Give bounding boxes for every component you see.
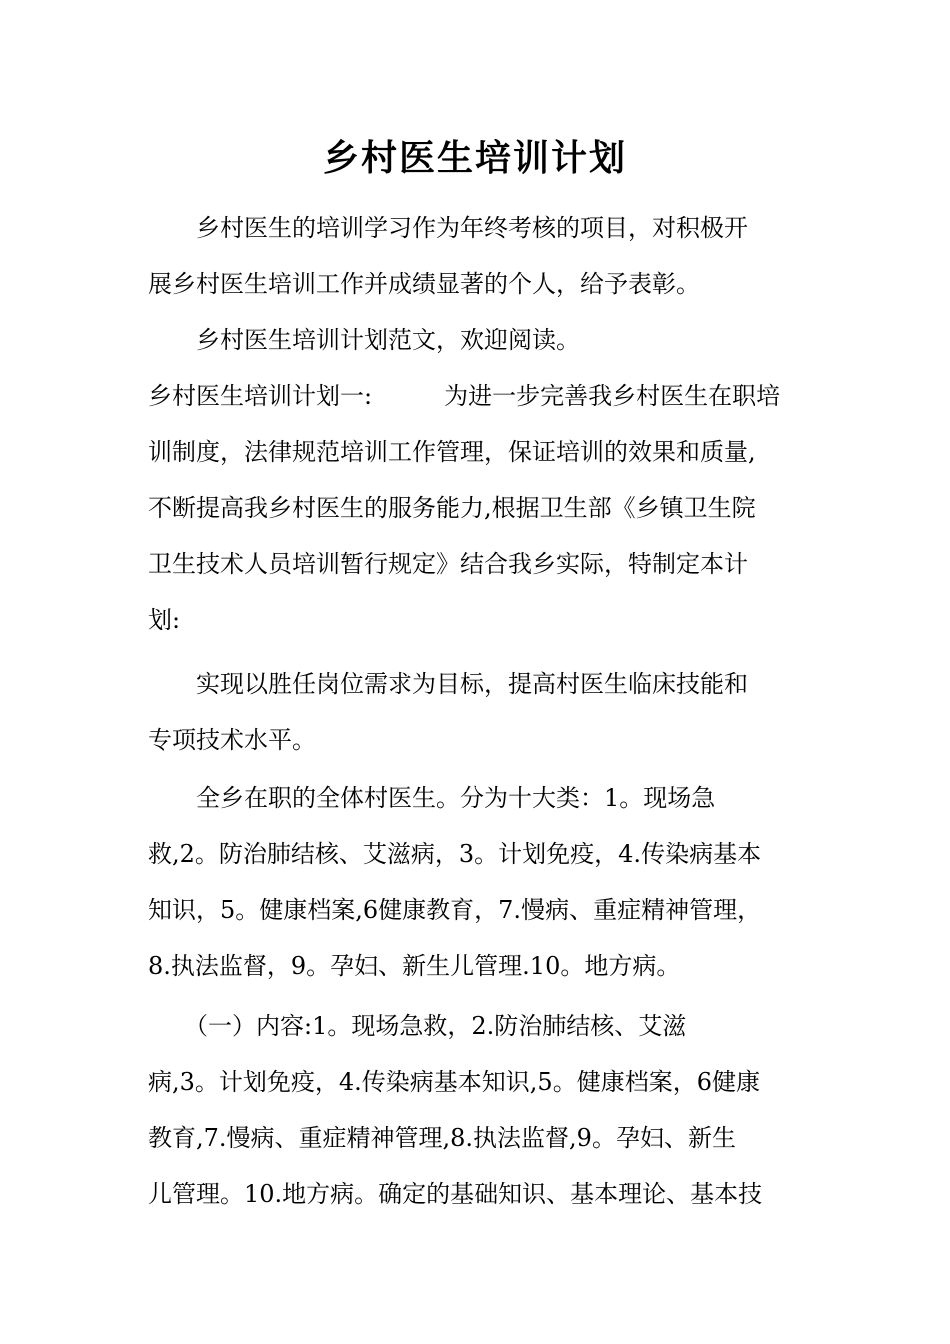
document-title: 乡村医生培训计划 <box>322 137 627 179</box>
paragraph-line: 乡村医生的培训学习作为年终考核的项目，对积极开 <box>148 214 748 242</box>
paragraph-line: 展乡村医生培训工作并成绩显著的个人，给予表彰。 <box>148 270 700 298</box>
paragraph-line: 全乡在职的全体村医生。分为十大类：1。现场急 <box>148 784 716 812</box>
paragraph-line: 专项技术水平。 <box>148 726 316 754</box>
paragraph-line: 卫生技术人员培训暂行规定》结合我乡实际，特制定本计 <box>148 550 748 578</box>
paragraph-line: 划: <box>148 606 181 634</box>
paragraph-line: 不断提高我乡村医生的服务能力,根据卫生部《乡镇卫生院 <box>148 494 756 522</box>
paragraph-line: 救,2。防治肺结核、艾滋病，3。计划免疫，4.传染病基本 <box>148 840 762 868</box>
paragraph-line: 病,3。计划免疫，4.传染病基本知识,5。健康档案，6健康 <box>148 1068 760 1096</box>
paragraph-line: 乡村医生培训计划范文，欢迎阅读。 <box>148 326 580 354</box>
paragraph-line: 8.执法监督，9。孕妇、新生儿管理.10。地方病。 <box>148 952 681 980</box>
paragraph-line: 儿管理。10.地方病。确定的基础知识、基本理论、基本技 <box>148 1180 763 1208</box>
paragraph-line: 知识，5。健康档案,6健康教育，7.慢病、重症精神管理， <box>148 896 762 924</box>
paragraph-line: 实现以胜任岗位需求为目标，提高村医生临床技能和 <box>148 670 748 698</box>
paragraph-line: 乡村医生培训计划一: 为进一步完善我乡村医生在职培 <box>148 382 781 410</box>
paragraph-line: 教育,7.慢病、重症精神管理,8.执法监督,9。孕妇、新生 <box>148 1124 736 1152</box>
paragraph-line: （一）内容:1。现场急救，2.防治肺结核、艾滋 <box>148 1012 687 1040</box>
paragraph-line: 训制度，法律规范培训工作管理，保证培训的效果和质量, <box>148 438 756 466</box>
